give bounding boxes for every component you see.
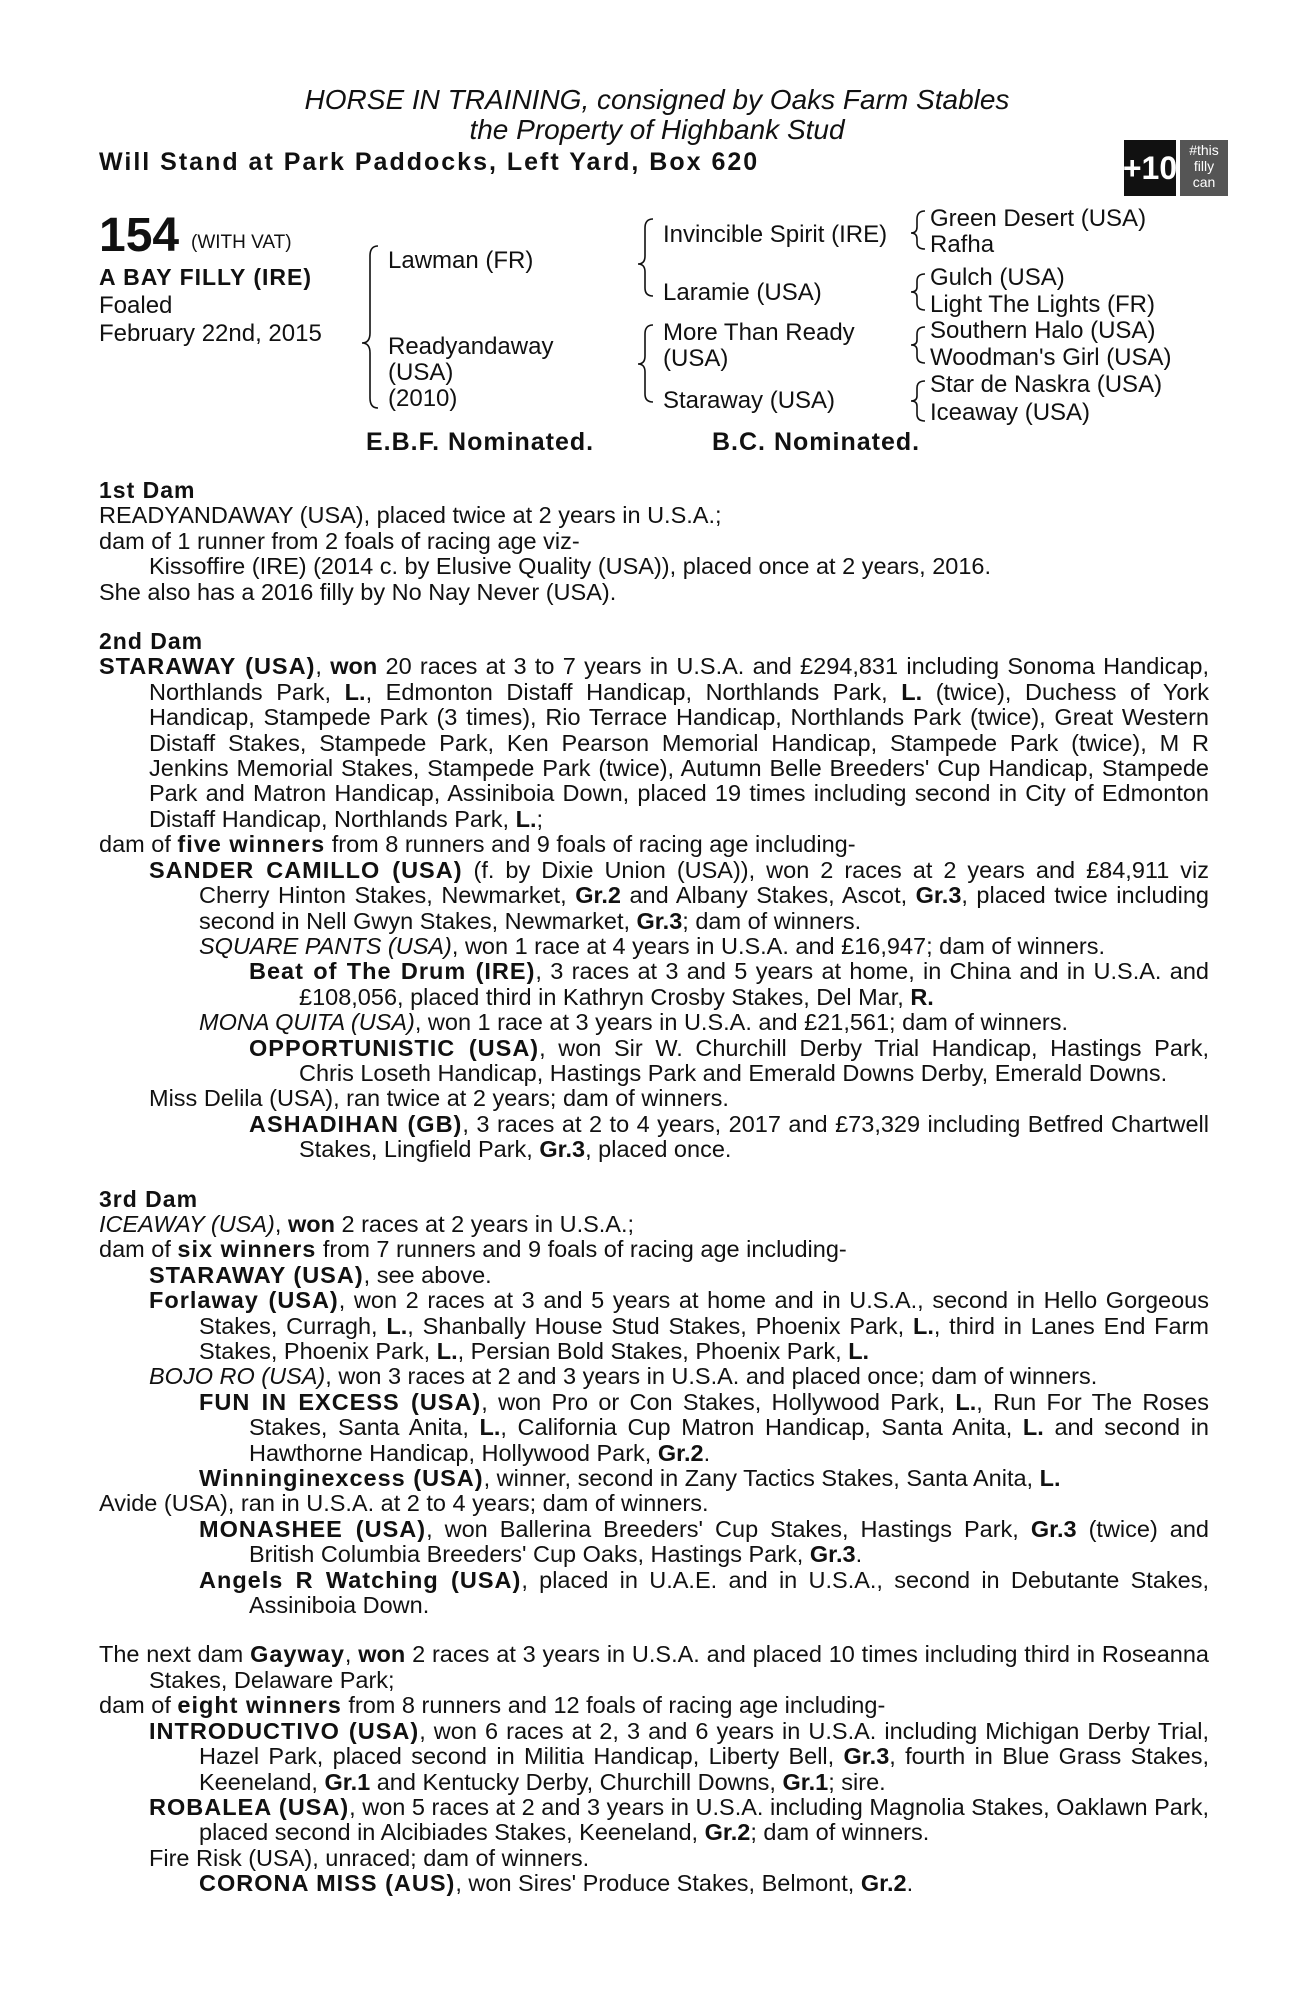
produce-entry: Miss Delila (USA), ran twice at 2 years; dam of winners. [149,1085,729,1112]
produce-entry: Winninginexcess (USA), winner, second in Zany Tactics Stakes, Santa Anita, L. [199,1465,1061,1492]
produce-entry: MONASHEE (USA), won Ballerina Breeders' Cup Stakes, Hastings Park, Gr.3 (twice) and British Columbia Breeders' Cup Oaks, Hastings Park, Gr.3. [199,1515,1209,1568]
produce-entry: BOJO RO (USA), won 3 races at 2 and 3 years in U.S.A. and placed once; dam of winners. [149,1363,1098,1390]
first-dam-line: READYANDAWAY (USA), placed twice at 2 years in U.S.A.; [99,502,722,529]
dam-line-3: (2010) [388,385,458,412]
dam-sire-line-2: (USA) [663,345,729,372]
dam-line-1: Readyandaway [388,333,554,360]
first-dam-runner: Kissoffire (IRE) (2014 c. by Elusive Quality (USA)), placed once at 2 years, 2016. [149,553,992,580]
produce-entry: MONA QUITA (USA), won 1 race at 3 years in U.S.A. and £21,561; dam of winners. [199,1009,1068,1036]
lot-number: 154 [99,209,180,262]
ssd: Rafha [930,231,995,258]
second-dam-title: 2nd Dam [99,628,204,655]
stand-location: Will Stand at Park Paddocks, Left Yard, Box 620 [99,148,760,176]
sire: Lawman (FR) [388,247,534,274]
ebf-nominated: E.B.F. Nominated. [366,428,595,456]
produce-entry: SQUARE PANTS (USA), won 1 race at 4 years in U.S.A. and £16,947; dam of winners. [199,932,1106,959]
produce-entry: OPPORTUNISTIC (USA), won Sir W. Churchill Derby Trial Handicap, Hastings Park, Chris Loseth Handicap, Hastings Park and Emerald Downs Derby, Emerald Downs. [249,1034,1210,1086]
produce-entry: INTRODUCTIVO (USA), won 6 races at 2, 3 and 6 years in U.S.A. including Michigan Derby Trial, Hazel Park, placed second in Militia Handicap, Liberty Bell, Gr.3, fourth in Blue Grass Stakes, Keeneland, Gr.1 and Kentucky Derby, Churchill Downs, Gr.1; sire. [149,1717,1210,1795]
first-dam-title: 1st Dam [99,477,196,503]
third-dam-produce: dam of six winners from 7 runners and 9 foals of racing age including- [99,1236,847,1263]
third-dam-entry: ICEAWAY (USA), won 2 races at 2 years in U.S.A.; [99,1210,635,1237]
produce-entry: FUN IN EXCESS (USA), won Pro or Con Stakes, Hollywood Park, L., Run For The Roses Stakes, Santa Anita, L., California Cup Matron Handicap, Santa Anita, L. and second in Hawthorne Handicap, Hollywood Park, Gr.2. [199,1388,1209,1466]
produce-entry: Avide (USA), ran in U.S.A. at 2 to 4 years; dam of winners. [99,1490,709,1517]
produce-entry: ASHADIHAN (GB), 3 races at 2 to 4 years, 2017 and £73,329 including Betfred Chartwell Stakes, Lingfield Park, Gr.3, placed once. [249,1110,1209,1163]
dss: Southern Halo (USA) [930,317,1156,344]
produce-entry: Beat of The Drum (IRE), 3 races at 3 and 5 years at home, in China and in U.S.A. and £108,056, placed third in Kathryn Crosby Stakes, Del Mar, R. [249,958,1209,1010]
ddd: Iceaway (USA) [930,399,1091,426]
produce-entry: ROBALEA (USA), won 5 races at 2 and 3 years in U.S.A. including Magnolia Stakes, Oaklawn Park, placed second in Alcibiades Stakes, Keeneland, Gr.2; dam of winners. [149,1793,1209,1846]
dam-dam: Staraway (USA) [663,387,836,414]
produce-entry: STARAWAY (USA), see above. [149,1261,492,1288]
sss: Green Desert (USA) [930,205,1147,232]
property-line: the Property of Highbank Stud [469,114,845,145]
sds: Gulch (USA) [930,264,1065,291]
horse-description: A BAY FILLY (IRE) [99,264,312,290]
second-dam-produce: dam of five winners from 8 runners and 9 foals of racing age including- [99,831,856,858]
produce-entry: CORONA MISS (AUS), won Sires' Produce Stakes, Belmont, Gr.2. [199,1870,914,1897]
dds: Star de Naskra (USA) [930,371,1163,398]
foaled-date: February 22nd, 2015 [99,320,322,347]
dam-sire-line-1: More Than Ready [663,319,855,346]
first-dam-line: dam of 1 runner from 2 foals of racing age viz- [99,527,580,554]
produce-entry: SANDER CAMILLO (USA) (f. by Dixie Union (USA)), won 2 races at 2 years and £84,911 viz Cherry Hinton Stakes, Newmarket, Gr.2 and Albany Stakes, Ascot, Gr.3, placed twice including second in Nell Gwyn Stakes, Newmarket, Gr.3; dam of winners. [149,856,1210,934]
second-dam-entry: STARAWAY (USA), won 20 races at 3 to 7 years in U.S.A. and £294,831 including Sonoma Handicap, Northlands Park, L., Edmonton Distaff Handicap, Northlands Park, L. (twice), Duchess of York Handicap, Stampede Park (3 times), Rio Terrace Handicap, Northlands Park (twice), Great Western Distaff Stakes, Stampede Park, Ken Pearson Memorial Handicap, Stampede Park (twice), M R Jenkins Memorial Stakes, Stampede Park (twice), Autumn Belle Breeders' Cup Handicap, Stampede Park and Matron Handicap, Assiniboia Down, placed 19 times including second in City of Edmonton Distaff Handicap, Northlands Park, L.; [99,653,1210,832]
this-filly-can-logo: #this filly can [1180,140,1228,196]
consignor-line: HORSE IN TRAINING, consigned by Oaks Farm Stables [304,84,1010,115]
produce-entry: Angels R Watching (USA), placed in U.A.E. and in U.S.A., second in Debutante Stakes, Assiniboia Down. [199,1566,1210,1619]
fourth-dam-produce: dam of eight winners from 8 runners and 12 foals of racing age including- [99,1692,886,1719]
produce-record [99,478,1209,1897]
bc-nominated: B.C. Nominated. [712,428,921,456]
plus10-logo: +10 [1124,140,1176,196]
produce-entry: Forlaway (USA), won 2 races at 3 and 5 years at home and in U.S.A., second in Hello Gorgeous Stakes, Curragh, L., Shanbally House Stud Stakes, Phoenix Park, L., third in Lanes End Farm Stakes, Phoenix Park, L., Persian Bold Stakes, Phoenix Park, L. [149,1287,1210,1364]
foaled-label: Foaled [99,292,173,319]
vat-note: (WITH VAT) [191,232,292,253]
produce-entry: Fire Risk (USA), unraced; dam of winners. [149,1844,590,1871]
dsd: Woodman's Girl (USA) [930,344,1172,371]
fourth-dam-entry: The next dam Gayway, won 2 races at 3 years in U.S.A. and placed 10 times including third in Roseanna Stakes, Delaware Park; [99,1641,1209,1693]
dam-line-2: (USA) [388,359,454,386]
sdd: Light The Lights (FR) [930,291,1155,318]
first-dam-line: She also has a 2016 filly by No Nay Never (USA). [99,578,617,605]
sire-sire: Invincible Spirit (IRE) [663,221,888,248]
third-dam-title: 3rd Dam [99,1185,199,1212]
sire-dam: Laramie (USA) [663,279,822,306]
